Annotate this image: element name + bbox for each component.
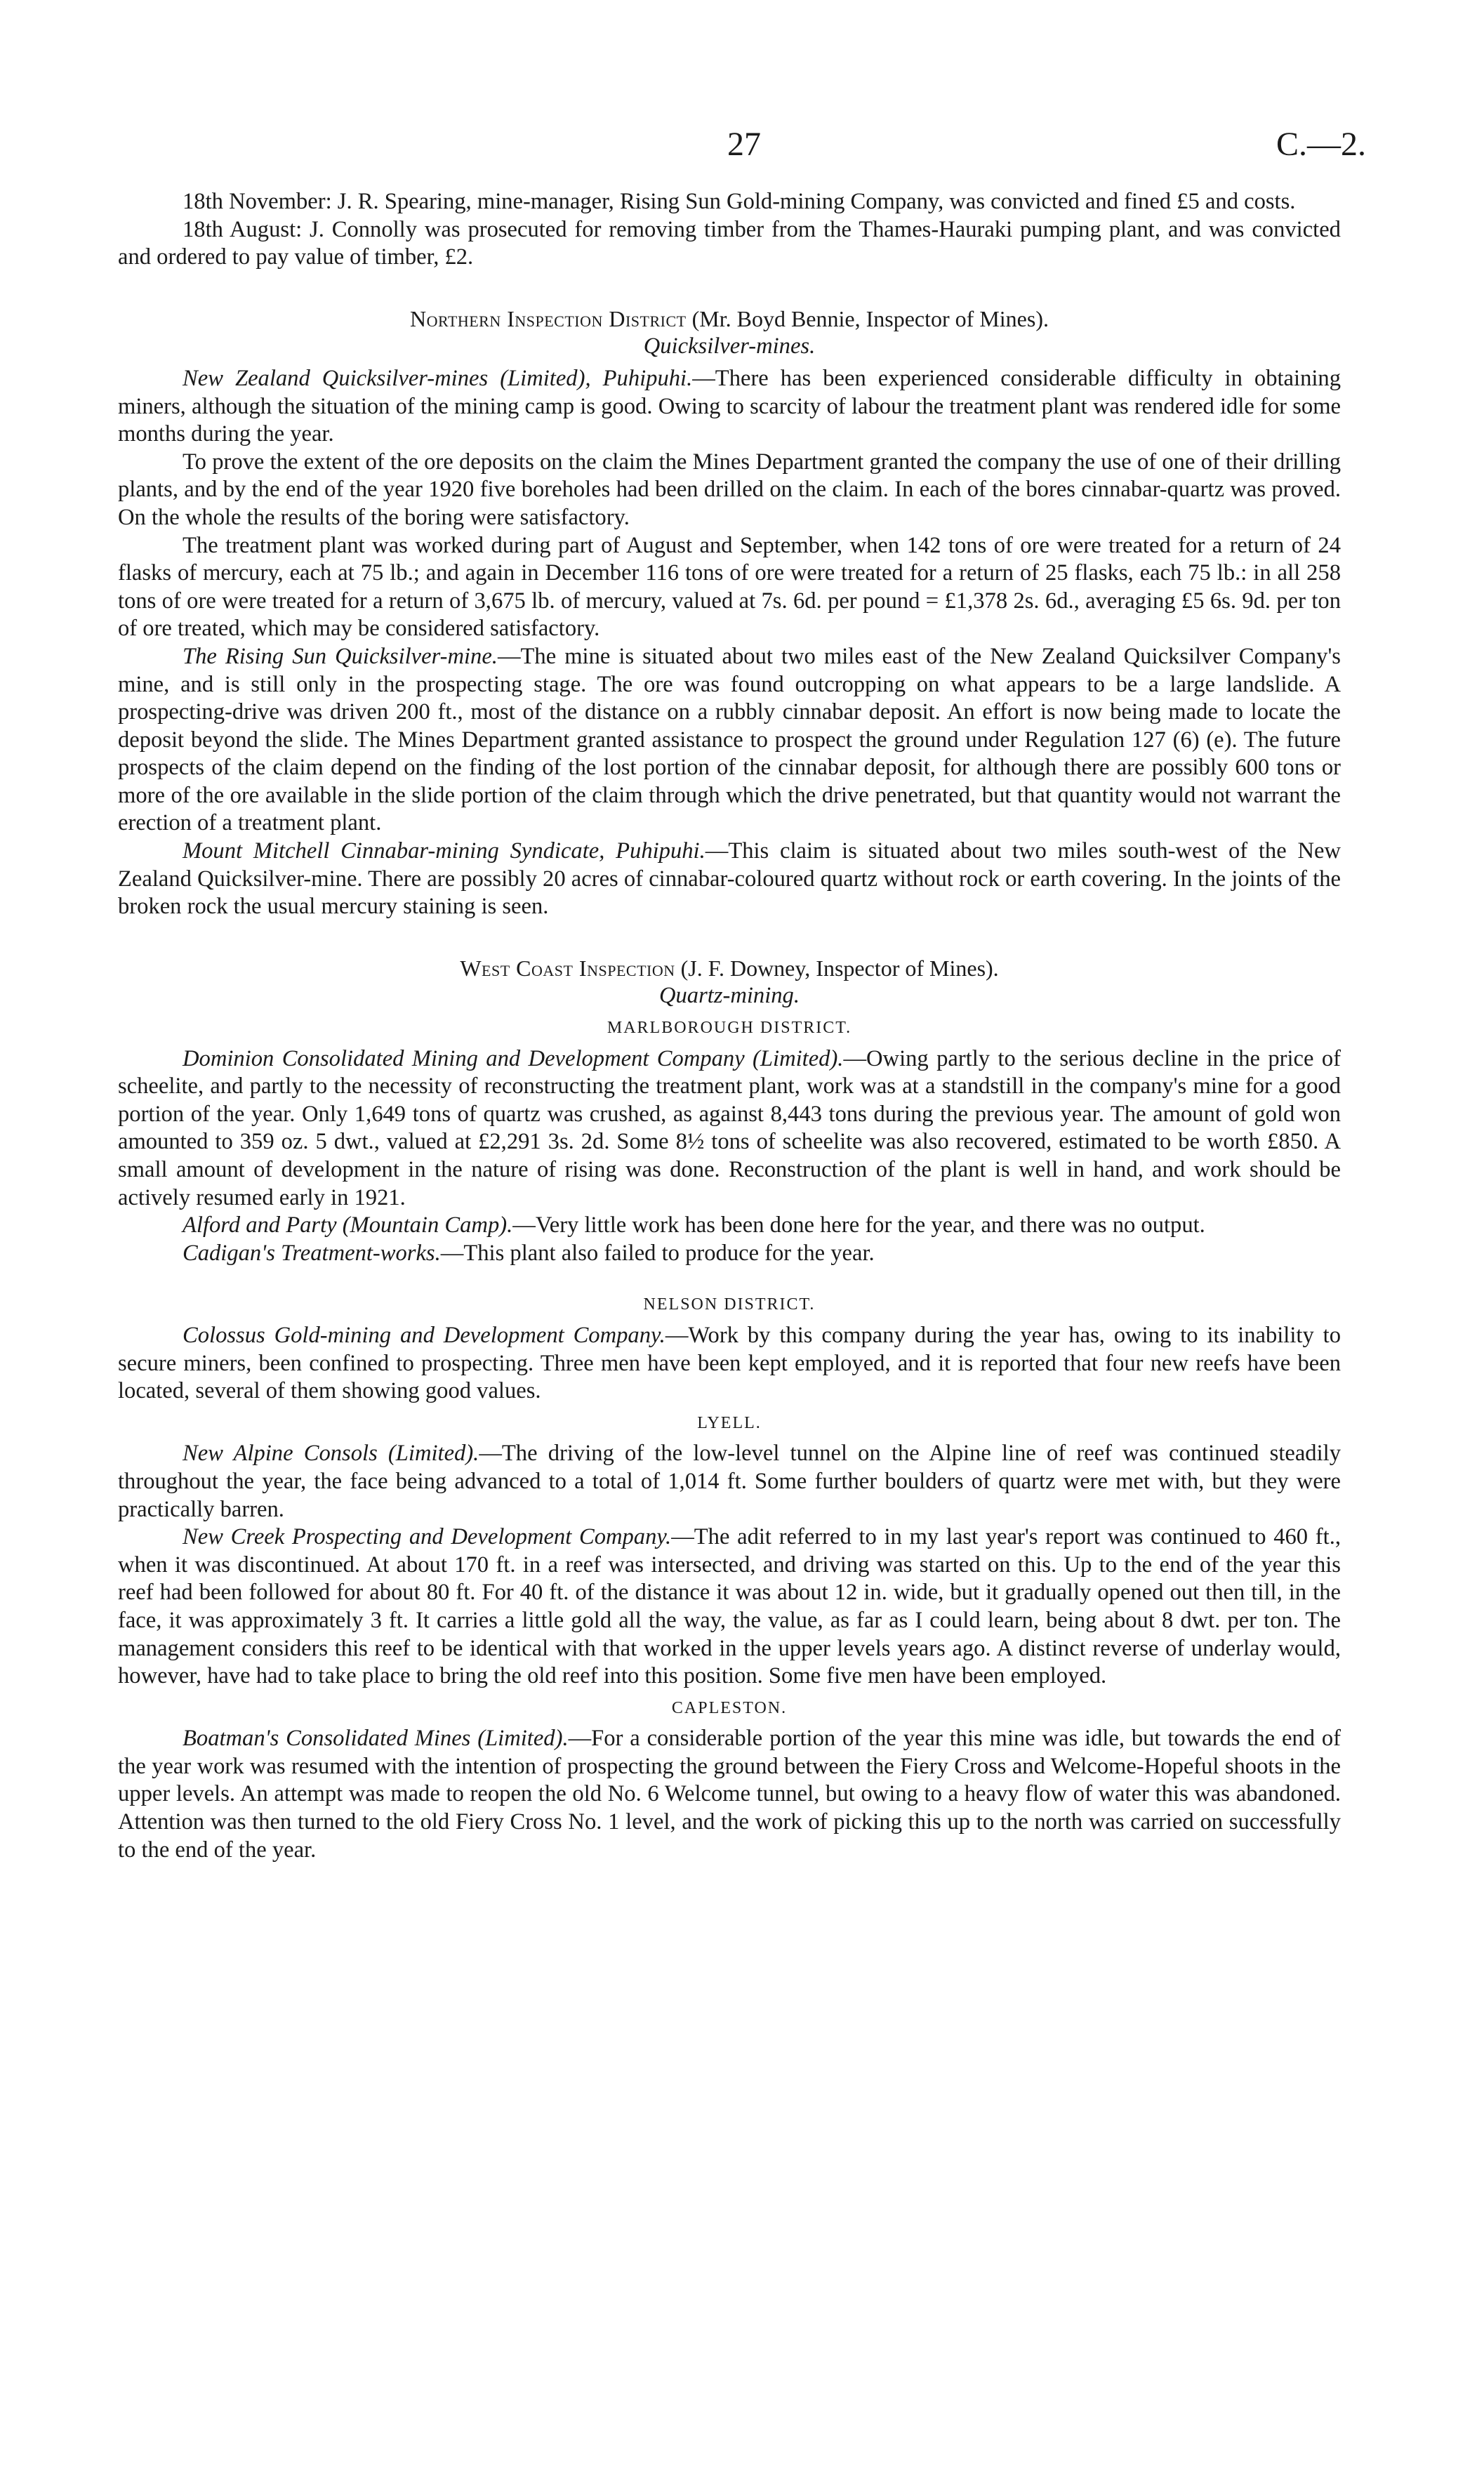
paragraph-text: —There has been experienced considerable difficulty in obtaining miners, although the situation of the mining camp is good. Owing to scarcity of labour the treatment plant was rendered idle for some months during the year.	[118, 365, 1341, 447]
paragraph-dominion	[118, 1045, 1341, 1212]
heading-inspector: (Mr. Boyd Bennie, Inspector of Mines).	[686, 305, 1049, 331]
company-name: The Rising Sun Quicksilver-mine.	[183, 643, 498, 669]
document-reference: C.—2.	[1276, 126, 1366, 163]
paragraph-text: —The mine is situated about two miles east of the New Zealand Quicksilver Company's mine, and is still only in the prospecting stage. The ore was found outcropping on what appears to be a large landslide. A prospecting-drive was driven 200 ft., most of the distance on a rubbly cinnabar deposit. An effort is now being made to locate the deposit beyond the slide. The Mines Department granted assistance to prospect the ground under Regulation 127 (6) (e). The future prospects of the claim depend on the finding of the lost portion of the cinnabar deposit, for although there are possibly 600 tons or more of the ore available in the slide portion of the claim through which the drive penetrated, but that quantity would not warrant the erection of a treatment plant.	[118, 643, 1341, 836]
quicksilver-subheading: Quicksilver-mines.	[643, 333, 816, 359]
northern-district-heading	[118, 305, 1341, 333]
page-number: 27	[727, 126, 761, 163]
paragraph-text: —This plant also failed to produce for the year.	[440, 1240, 875, 1266]
heading-district: Northern Inspection District	[410, 305, 687, 331]
west-coast-heading	[118, 955, 1341, 983]
paragraph-boatman	[118, 1725, 1341, 1864]
paragraph-text: J. Connolly was prosecuted for removing timber from the Thames-Hauraki pumping plant, and was convicted and ordered to pay value of timber, £2.	[118, 216, 1341, 270]
nelson-district-heading: NELSON DISTRICT.	[643, 1295, 816, 1314]
paragraph-text: —Owing partly to the serious decline in the price of scheelite, and partly to the necessity of reconstructing the treatment plant, work was at a standstill in the company's mine for a good portion of the year. Only 1,649 tons of quartz was crushed, as against 8,443 tons during the previous year. The amount of gold won amounted to 359 oz. 5 dwt., valued at £2,291 3s. 2d. Some 8½ tons of scheelite was also recovered, estimated to be worth £850. A small amount of development in the nature of rising was done. Reconstruction of the plant is well in hand, and work should be actively resumed early in 1921.	[118, 1045, 1341, 1210]
paragraph-text: —The adit referred to in my last year's report was continued to 460 ft., when it was discontinued. At about 170 ft. in a reef was intersected, and driving was started on this. Up to the end of the year this reef had been followed for about 80 ft. For 40 ft. of the distance it was about 12 in. wide, but it gradually opened out then till, in the face, it was approximately 3 ft. It carries a little gold all the way, the value, as far as I could learn, being about 8 dwt. per ton. The management considers this reef to be identical with that worked in the upper levels years ago. A distinct reverse of underlay would, however, have had to take place to bring the old reef into this position. Some five men have been employed.	[118, 1524, 1341, 1689]
date-label: 18th August:	[183, 216, 303, 242]
paragraph-new-creek	[118, 1523, 1341, 1691]
lyell-heading: LYELL.	[697, 1413, 762, 1432]
heading-district: West Coast Inspection	[460, 955, 675, 981]
paragraph-mount-mitchell	[118, 838, 1341, 921]
paragraph-text: —Work by this company during the year has, owing to its inability to secure miners, been confined to prospecting. Three men have been kept employed, and it is reported that four new reefs have been located, several of them showing good values.	[118, 1322, 1341, 1404]
company-name: Colossus Gold-mining and Development Company.	[183, 1322, 665, 1348]
date-label: 18th November:	[183, 189, 332, 214]
page-body	[118, 188, 1341, 1864]
paragraph-nz-quicksilver	[118, 365, 1341, 449]
paragraph-text: —For a considerable portion of the year this mine was idle, but towards the end of the year work was resumed with the intention of prospecting the ground between the Fiery Cross and Welcome-Hopeful shoots in the upper levels. An attempt was made to reopen the old No. 6 Welcome tunnel, but owing to a heavy flow of water this was abandoned. Attention was then turned to the old Fiery Cross No. 1 level, and the work of picking this up to the north was carried on successfully to the end of the year.	[118, 1726, 1341, 1863]
company-name: New Zealand Quicksilver-mines (Limited), Puhipuhi.	[183, 365, 693, 391]
heading-inspector: (J. F. Downey, Inspector of Mines).	[675, 955, 999, 981]
paragraph-boreholes: To prove the extent of the ore deposits on the claim the Mines Department granted the company the use of one of their drilling plants, and by the end of the year 1920 five boreholes had been drilled on the claim. In each of the bores cinnabar-quartz was proved. On the whole the results of the boring were satisfactory.	[118, 449, 1341, 530]
paragraph-text: —The driving of the low-level tunnel on the Alpine line of reef was continued steadily throughout the year, the face being advanced to a total of 1,014 ft. Some further boulders of quartz were met with, but they were practically barren.	[118, 1441, 1341, 1522]
company-name: Dominion Consolidated Mining and Development Company (Limited).	[183, 1045, 844, 1071]
marlborough-district-heading: MARLBOROUGH DISTRICT.	[607, 1019, 852, 1038]
paragraph-colossus	[118, 1322, 1341, 1406]
paragraph-text: —Very little work has been done here for the year, and there was no output.	[512, 1212, 1205, 1238]
company-name: Boatman's Consolidated Mines (Limited).	[183, 1726, 569, 1752]
paragraph-text: —This claim is situated about two miles south-west of the New Zealand Quicksilver-mine. There are possibly 20 acres of cinnabar-coloured quartz without rock or earth covering. In the joints of the broken rock the usual mercury staining is seen.	[118, 838, 1341, 920]
company-name: New Alpine Consols (Limited).	[183, 1441, 479, 1467]
quartz-mining-subheading: Quartz-mining.	[658, 983, 800, 1009]
paragraph-new-alpine	[118, 1440, 1341, 1523]
company-name: Cadigan's Treatment-works.	[183, 1240, 441, 1266]
company-name: Mount Mitchell Cinnabar-mining Syndicate, Puhipuhi.	[183, 838, 705, 864]
capleston-heading: CAPLESTON.	[671, 1698, 788, 1717]
paragraph-alford	[118, 1212, 1341, 1240]
paragraph-rising-sun	[118, 643, 1341, 838]
paragraph-connolly	[118, 216, 1341, 272]
paragraph-spearing	[118, 188, 1341, 216]
paragraph-treatment-plant: The treatment plant was worked during part of August and September, when 142 tons of ore were treated for a return of 24 flasks of mercury, each at 75 lb.; and again in December 116 tons of ore were treated for a return of 25 flasks, each 75 lb.: in all 258 tons of ore were treated for a return of 3,675 lb. of mercury, valued at 7s. 6d. per pound = £1,378 2s. 6d., averaging £5 6s. 9d. per ton of ore treated, which may be considered satisfactory.	[118, 532, 1341, 642]
paragraph-cadigan	[118, 1240, 1341, 1268]
company-name: New Creek Prospecting and Development Company.	[183, 1524, 672, 1550]
paragraph-text: J. R. Spearing, mine-manager, Rising Sun Gold-mining Company, was convicted and fined £5 and costs.	[331, 189, 1296, 214]
company-name: Alford and Party (Mountain Camp).	[183, 1212, 513, 1238]
